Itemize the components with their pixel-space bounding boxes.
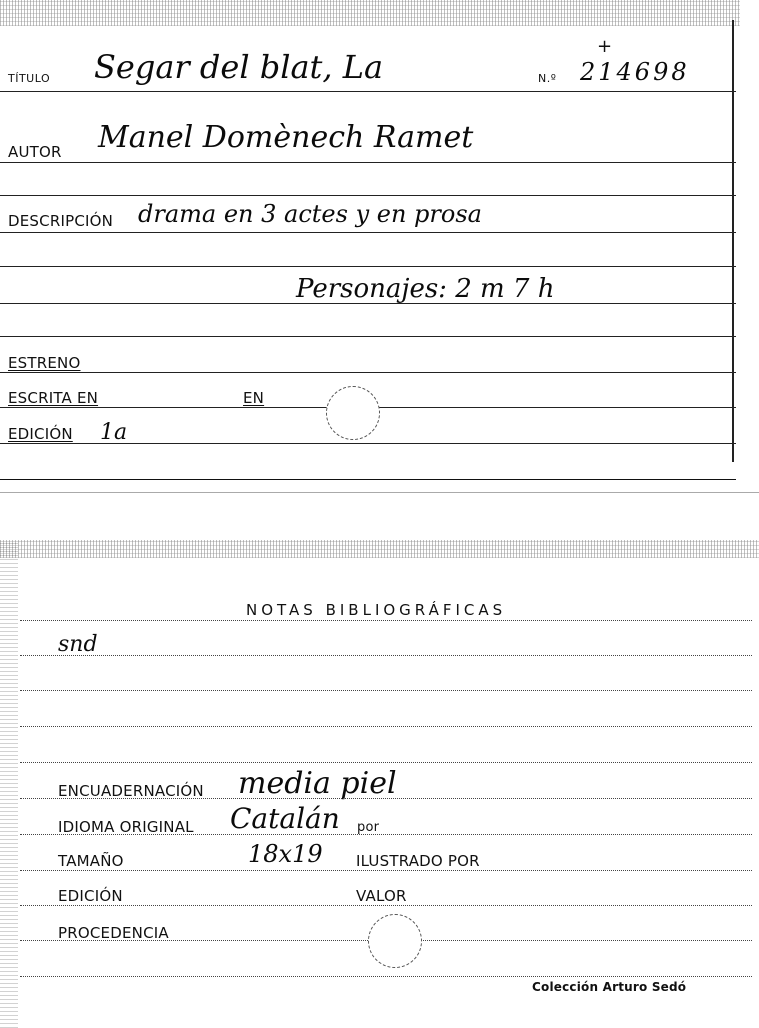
plus-mark-icon: +	[597, 36, 613, 57]
scan-noise-top	[0, 0, 740, 26]
rule-back-7	[20, 834, 752, 835]
autor-value: Manel Domènech Ramet	[98, 120, 474, 155]
descripcion-label: DESCRIPCIÓN	[8, 212, 114, 230]
rule-blank-3	[0, 336, 736, 337]
rule-blank-1	[0, 195, 736, 196]
titulo-value: Segar del blat, La	[94, 48, 384, 86]
rule-back-3	[20, 690, 752, 691]
idioma-value: Catalán	[230, 802, 340, 835]
personajes-value: Personajes: 2 m 7 h	[296, 274, 555, 304]
idioma-label: IDIOMA ORIGINAL	[58, 818, 194, 836]
notas-heading: NOTAS BIBLIOGRÁFICAS	[246, 601, 507, 619]
rule-edicion	[0, 443, 736, 444]
rule-back-11	[20, 976, 752, 977]
rule-descripcion	[0, 232, 736, 233]
punch-hole-back	[368, 914, 422, 968]
scan-noise-top-back	[0, 540, 759, 558]
rule-back-6	[20, 798, 752, 799]
rule-estreno	[0, 372, 736, 373]
tamano-value: 18x19	[248, 840, 323, 868]
rule-back-4	[20, 726, 752, 727]
card-divider	[0, 492, 759, 493]
numero-value: 214698	[580, 58, 690, 86]
estreno-label: ESTRENO	[8, 354, 81, 372]
card-right-edge	[732, 20, 740, 462]
scan-noise-left-back	[0, 540, 18, 1028]
edicion-value: 1a	[100, 420, 128, 445]
rule-back-5	[20, 762, 752, 763]
rule-bottom-front	[0, 479, 736, 480]
por-label: por	[357, 820, 380, 835]
encuadernacion-value: media piel	[238, 766, 397, 801]
edicion-label: EDICIÓN	[8, 425, 73, 443]
tamano-label: TAMAÑO	[58, 852, 124, 870]
rule-back-8	[20, 870, 752, 871]
catalog-card-front	[0, 0, 740, 492]
ilustrado-label: ILUSTRADO POR	[356, 852, 480, 870]
edicion-back-label: EDICIÓN	[58, 887, 123, 905]
rule-personajes	[0, 303, 736, 304]
en-label: EN	[243, 389, 265, 407]
rule-autor	[0, 162, 736, 163]
titulo-label: TÍTULO	[8, 72, 51, 85]
rule-back-2	[20, 655, 752, 656]
escrita-label: ESCRITA EN	[8, 389, 99, 407]
coleccion-caption: Colección Arturo Sedó	[532, 980, 687, 994]
rule-back-9	[20, 905, 752, 906]
numero-label: N.º	[538, 72, 557, 85]
rule-blank-2	[0, 266, 736, 267]
procedencia-label: PROCEDENCIA	[58, 924, 169, 942]
catalog-card-back	[0, 540, 759, 1028]
notas-value: snd	[58, 632, 98, 657]
autor-label: AUTOR	[8, 143, 62, 161]
punch-hole-front	[326, 386, 380, 440]
rule-titulo	[0, 91, 736, 92]
descripcion-value: drama en 3 actes y en prosa	[138, 200, 482, 228]
rule-back-1	[20, 620, 752, 621]
valor-label: VALOR	[356, 887, 407, 905]
encuadernacion-label: ENCUADERNACIÓN	[58, 782, 204, 800]
